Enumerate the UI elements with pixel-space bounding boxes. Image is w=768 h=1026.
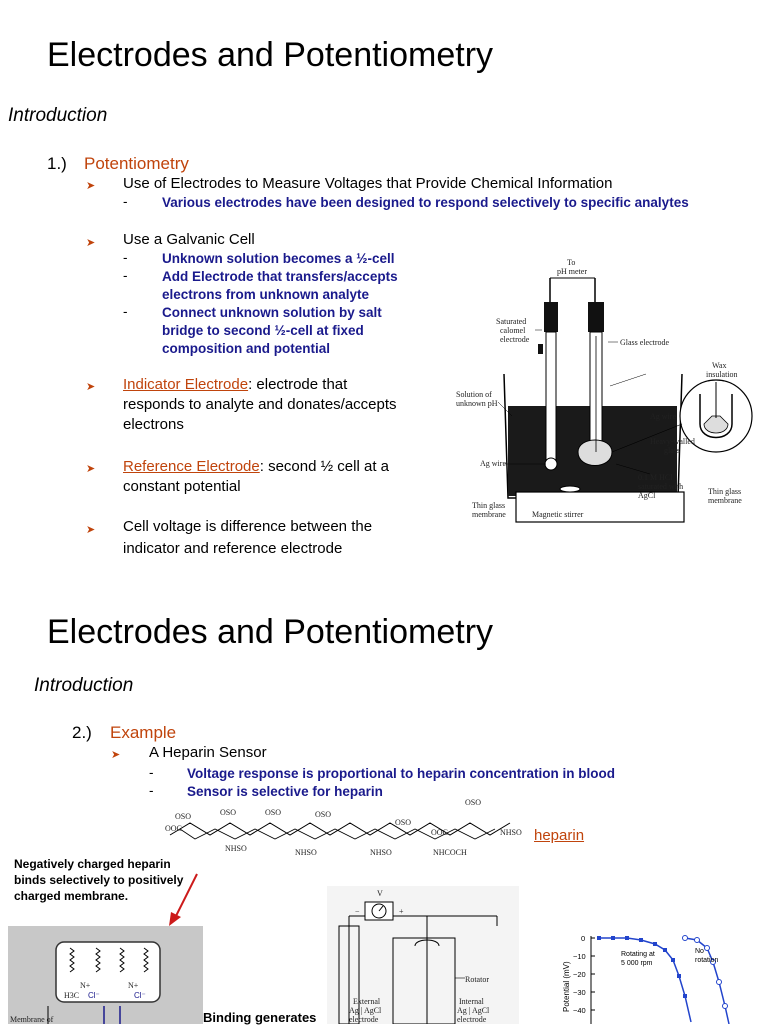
sub-selective: Sensor is selective for heparin (187, 784, 383, 799)
svg-text:H3C: H3C (64, 991, 80, 1000)
svg-text:Ag | AgCl: Ag | AgCl (349, 1006, 382, 1015)
svg-text:OSO: OSO (315, 810, 332, 819)
indicator-electrode-link[interactable]: Indicator Electrode (123, 376, 249, 393)
slide1-title: Electrodes and Potentiometry (47, 36, 494, 74)
sub-salt-bridge-2: bridge to second ½-cell at fixed (162, 323, 364, 338)
svg-text:Magnetic stirrer: Magnetic stirrer (532, 510, 584, 519)
svg-text:Rotating at: Rotating at (621, 951, 655, 958)
bullet-reference-electrode: Reference Electrode: second ½ cell at a (123, 458, 389, 475)
svg-text:membrane: membrane (708, 496, 742, 505)
ph-electrode-diagram (450, 256, 766, 528)
svg-text:0.1 M HCl: 0.1 M HCl (638, 473, 673, 482)
red-arrow-icon (165, 870, 205, 928)
svg-text:NHSO: NHSO (370, 848, 392, 857)
slide2-number: 2.) (72, 723, 92, 742)
svg-text:membrane: membrane (472, 510, 506, 519)
slide2-heading: Example (110, 723, 177, 742)
svg-text:insulation: insulation (706, 370, 738, 379)
svg-text:V: V (377, 889, 383, 898)
svg-text:Ag wire: Ag wire (480, 459, 506, 468)
svg-text:calomel: calomel (500, 326, 526, 335)
svg-text:−: − (355, 907, 360, 916)
sub-add-electrode-2: electrons from unknown analyte (162, 287, 370, 302)
binding-text: Binding generates (203, 1010, 317, 1025)
reference-text-2: constant potential (123, 478, 241, 495)
note-line-2: binds selectively to positively (14, 873, 184, 887)
sub-voltage-response: Voltage response is proportional to heparin concentration in blood (187, 766, 616, 781)
svg-text:AgCl: AgCl (638, 491, 656, 500)
slide2-intro: Introduction (34, 675, 134, 696)
svg-text:To: To (567, 258, 576, 267)
bullet-galvanic-cell: Use a Galvanic Cell (123, 231, 255, 248)
bullet-heparin-sensor: A Heparin Sensor (149, 744, 267, 761)
svg-text:Heavy-walled: Heavy-walled (650, 437, 695, 446)
svg-text:Ag | AgCl: Ag | AgCl (457, 1006, 490, 1015)
bullet-cell-voltage-2: indicator and reference electrode (123, 540, 343, 557)
svg-text:NHCOCH: NHCOCH (433, 848, 467, 857)
svg-text:electrode: electrode (349, 1015, 379, 1024)
sub-salt-bridge-3: composition and potential (162, 341, 330, 356)
svg-text:−10: −10 (573, 952, 586, 961)
note-line-1: Negatively charged heparin (14, 857, 171, 871)
svg-text:5 000 rpm: 5 000 rpm (621, 960, 653, 967)
bullet-cell-voltage-1: Cell voltage is difference between the (123, 518, 373, 535)
dash: - (149, 783, 154, 798)
chart-ylabel: Potential (mV) (562, 961, 571, 1012)
reference-electrode-link[interactable]: Reference Electrode (123, 458, 260, 475)
slide1-intro: Introduction (8, 105, 108, 126)
svg-text:rotation: rotation (695, 957, 719, 964)
dash: - (123, 250, 128, 265)
heparin-link[interactable]: heparin (534, 827, 585, 844)
svg-text:Wax: Wax (712, 361, 727, 370)
svg-text:External: External (353, 997, 381, 1006)
svg-text:OSO: OSO (395, 818, 412, 827)
svg-text:No: No (695, 948, 704, 955)
svg-text:Glass electrode: Glass electrode (620, 338, 670, 347)
sub-salt-bridge-1: Connect unknown solution by salt (162, 305, 382, 320)
slide1-heading: Potentiometry (84, 154, 189, 173)
bullet-electrodes: Use of Electrodes to Measure Voltages that Provide Chemical Information (123, 175, 613, 192)
svg-text:electrode: electrode (500, 335, 530, 344)
svg-text:−30: −30 (573, 988, 586, 997)
bullet-arrow-icon: ➤ (111, 749, 121, 761)
svg-text:Cl⁻: Cl⁻ (88, 991, 100, 1000)
svg-text:+: + (399, 907, 404, 916)
svg-text:Saturated: Saturated (496, 317, 527, 326)
svg-text:NHSO: NHSO (225, 844, 247, 853)
svg-text:OOC: OOC (431, 828, 448, 837)
bullet-arrow-icon: ➤ (86, 180, 96, 192)
svg-text:OOC: OOC (165, 824, 182, 833)
rotating-cell-diagram (327, 886, 519, 1024)
sub-add-electrode-1: Add Electrode that transfers/accepts (162, 269, 398, 284)
svg-text:OSO: OSO (265, 808, 282, 817)
svg-text:Membrane of: Membrane of (10, 1015, 54, 1024)
svg-text:Thin glass: Thin glass (472, 501, 506, 510)
svg-text:saturated with: saturated with (638, 482, 684, 491)
svg-text:NHSO: NHSO (295, 848, 317, 857)
sub-various-electrodes: Various electrodes have been designed to respond selectively to specific analytes (162, 195, 689, 210)
svg-text:N+: N+ (128, 981, 139, 990)
svg-text:unknown pH: unknown pH (456, 399, 498, 408)
dash: - (123, 304, 128, 319)
slide1-number: 1.) (47, 154, 67, 173)
svg-text:Solution of: Solution of (456, 390, 492, 399)
svg-text:Rotator: Rotator (465, 975, 489, 984)
bullet-arrow-icon: ➤ (86, 237, 96, 249)
svg-text:N+: N+ (80, 981, 91, 990)
dash: - (123, 194, 128, 209)
bullet-arrow-icon: ➤ (86, 381, 96, 393)
slide2-title: Electrodes and Potentiometry (47, 613, 494, 651)
dash: - (149, 765, 154, 780)
svg-text:−40: −40 (573, 1006, 586, 1015)
svg-text:Cl⁻: Cl⁻ (134, 991, 146, 1000)
dash: - (123, 268, 128, 283)
indicator-text-3: electrons (123, 416, 184, 433)
svg-text:pH meter: pH meter (557, 267, 587, 276)
svg-text:OSO: OSO (175, 812, 192, 821)
membrane-diagram (8, 926, 203, 1024)
svg-text:glass: glass (664, 446, 680, 455)
svg-text:−20: −20 (573, 970, 586, 979)
indicator-text-2: responds to analyte and donates/accepts (123, 396, 397, 413)
svg-text:OSO: OSO (465, 798, 482, 807)
svg-text:electrode: electrode (457, 1015, 487, 1024)
note-line-3: charged membrane. (14, 889, 129, 903)
svg-text:OSO: OSO (220, 808, 237, 817)
svg-text:Internal: Internal (459, 997, 484, 1006)
svg-text:0: 0 (581, 934, 586, 943)
heparin-structure-diagram (165, 795, 530, 865)
potential-chart (555, 926, 760, 1024)
bullet-arrow-icon: ➤ (86, 463, 96, 475)
bullet-indicator-electrode: Indicator Electrode: electrode that (123, 376, 348, 393)
svg-text:NHSO: NHSO (500, 828, 522, 837)
bullet-arrow-icon: ➤ (86, 524, 96, 536)
svg-text:Thin glass: Thin glass (708, 487, 742, 496)
svg-text:Ag wire: Ag wire (650, 412, 676, 421)
sub-half-cell: Unknown solution becomes a ½-cell (162, 251, 395, 266)
